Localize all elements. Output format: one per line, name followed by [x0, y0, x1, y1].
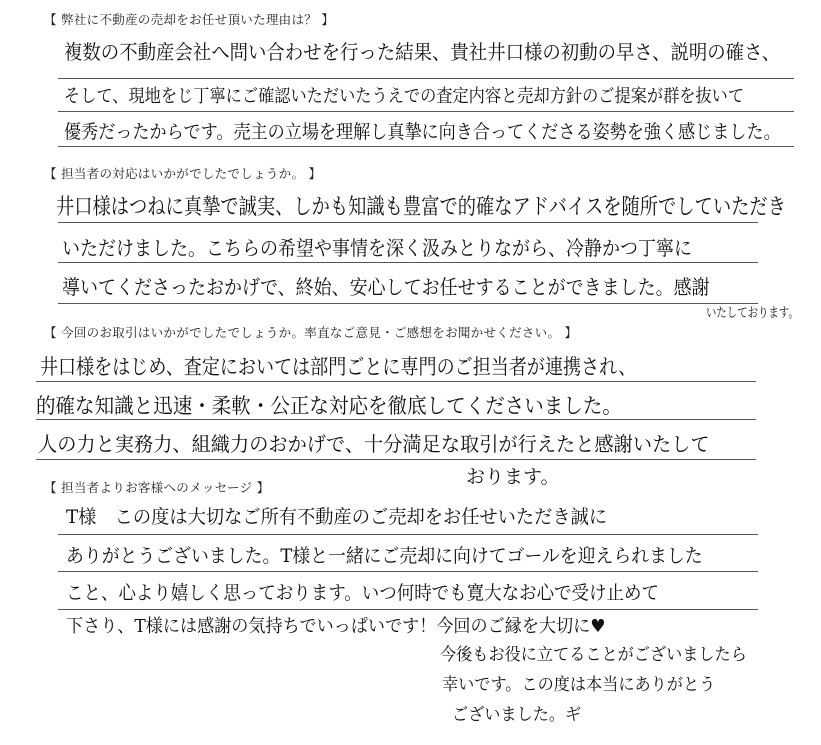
rule: [58, 609, 758, 610]
staff-response-heading: 【 担当者の対応はいかがでしたでしょうか。 】: [44, 166, 322, 181]
answer-line: 的確な知識と迅速・柔軟・公正な対応を徹底してくださいました。: [36, 394, 622, 418]
rule: [36, 459, 756, 460]
rule: [36, 381, 756, 382]
answer-line: 優秀だったからです。売主の立場を理解し真摯に向き合ってくださる姿勢を強く感じました。: [64, 121, 781, 143]
rule: [58, 146, 794, 147]
answer-line: いたしております。: [706, 306, 799, 321]
staff-message-heading: 【 担当者よりお客様へのメッセージ 】: [44, 480, 270, 495]
rule: [58, 571, 758, 572]
answer-line: 複数の不動産会社へ問い合わせを行った結果、貴社井口様の初動の早さ、説明の確さ、: [64, 40, 781, 64]
answer-line: 井口様をはじめ、査定においては部門ごとに専門のご担当者が連携され、: [40, 355, 637, 379]
answer-line: 導いてくださったおかげで、終始、安心してお任せすることができました。感謝: [62, 275, 710, 299]
rule: [58, 534, 758, 535]
answer-line: いただけました。こちらの希望や事情を深く汲みとりながら、冷静かつ丁寧に: [62, 236, 692, 260]
rule: [58, 303, 758, 304]
message-line: ございました。ギ: [452, 705, 582, 725]
message-line: こと、心より嬉しく思っております。いつ何時でも寛大なお心で受け止めて: [66, 582, 659, 604]
answer-line: 井口様はつねに真摯で誠実、しかも知識も豊富で的確なアドバイスを随所でしていただき: [56, 195, 786, 220]
rule: [58, 262, 758, 263]
message-line: 幸いです。この度は本当にありがとう: [442, 675, 716, 695]
message-line: ありがとうございました。T様と一緒にご売却に向けてゴールを迎えられました: [66, 545, 703, 567]
answer-line: そして、現地をじ丁寧にご確認いただいたうえでの査定内容と売却方針のご提案が群を抜いて: [64, 86, 745, 107]
message-line: T様 この度は大切なご所有不動産のご売却をお任せいただき誠に: [66, 506, 608, 528]
rule: [58, 78, 794, 79]
message-line: 下さり、T様には感謝の気持ちでいっぱいです！今回のご縁を大切に♥: [66, 616, 606, 637]
reason-heading: 【 弊社に不動産の売却をお任せ頂いた理由は？ 】: [44, 12, 335, 27]
transaction-heading: 【 今回のお取引はいかがでしたでしょうか。率直なご意見・ご感想をお聞かせください。 】: [44, 325, 578, 340]
rule: [58, 111, 794, 112]
message-line: 今後もお役に立てることがございましたら: [440, 645, 747, 665]
rule: [58, 222, 758, 223]
answer-line: おります。: [466, 466, 560, 488]
answer-line: 人の力と実務力、組織力のおかげで、十分満足な取引が行えたと感謝いたして: [38, 432, 710, 456]
